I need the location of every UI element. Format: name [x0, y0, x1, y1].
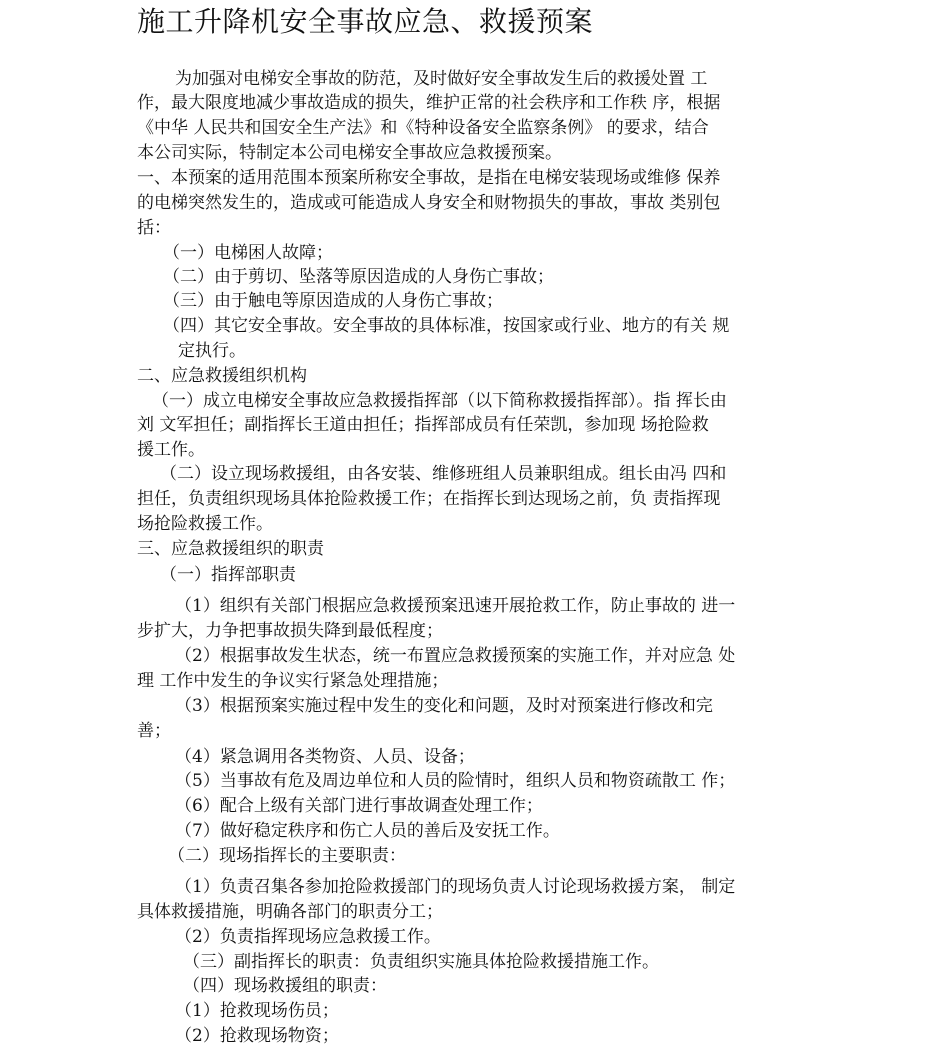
paragraph-line: 的电梯突然发生的，造成或可能造成人身安全和财物损失的事故，事故 类别包	[137, 193, 721, 213]
paragraph-line: 援工作。	[137, 440, 205, 460]
section-heading: 三、应急救援组织的职责	[137, 539, 324, 559]
paragraph-line: 作，最大限度地减少事故造成的损失，维护正常的社会秩序和工作秩 序，根据	[137, 93, 721, 113]
list-item: （5）当事故有危及周边单位和人员的险情时，组织人员和物资疏散工 作；	[175, 771, 736, 791]
list-item: （1）负责召集各参加抢险救援部门的现场负责人讨论现场救援方案， 制定	[175, 877, 736, 897]
list-item: （4）紧急调用各类物资、人员、设备；	[175, 747, 475, 767]
list-item-continuation: 具体救援措施，明确各部门的职责分工；	[137, 902, 443, 922]
list-item: （2）负责指挥现场应急救援工作。	[175, 927, 441, 947]
list-item: （7）做好稳定秩序和伤亡人员的善后及安抚工作。	[175, 821, 560, 841]
paragraph-line: 刘 文军担任；副指挥长王道由担任；指挥部成员有任荣凯，参加现 场抢险救	[137, 415, 709, 435]
section-heading: 二、应急救援组织机构	[137, 366, 307, 386]
paragraph-line: 本公司实际，特制定本公司电梯安全事故应急救援预案。	[137, 143, 562, 163]
paragraph-line: 《中华 人民共和国安全生产法》和《特种设备安全监察条例》 的要求，结合	[137, 118, 709, 138]
list-item: （2）抢救现场物资；	[175, 1026, 339, 1046]
list-item-continuation: 步扩大，力争把事故损失降到最低程度；	[137, 621, 443, 641]
list-item: （1）组织有关部门根据应急救援预案迅速开展抢救工作，防止事故的 进一	[175, 596, 736, 616]
paragraph-line: 场抢险救援工作。	[137, 514, 273, 534]
list-item: （1）抢救现场伤员；	[175, 1001, 339, 1021]
paragraph-line: （一）成立电梯安全事故应急救援指挥部（以下简称救援指挥部）。指 挥长由	[152, 391, 727, 411]
paragraph-line: （二）设立现场救援组，由各安装、维修班组人员兼职组成。组长由冯 四和	[160, 464, 727, 484]
list-item-continuation: 善；	[137, 721, 171, 741]
section-heading: 一、本预案的适用范围本预案所称安全事故，是指在电梯安装现场或维修 保养	[137, 168, 721, 188]
list-item: （3）根据预案实施过程中发生的变化和问题，及时对预案进行修改和完	[175, 696, 713, 716]
list-item: （一）电梯困人故障；	[163, 243, 333, 263]
paragraph-line: 为加强对电梯安全事故的防范，及时做好安全事故发生后的救援处置 工	[175, 69, 708, 89]
list-item: （四）其它安全事故。安全事故的具体标准，按国家或行业、地方的有关 规	[163, 316, 730, 336]
subsection-heading: （三）副指挥长的职责：负责组织实施具体抢险救援措施工作。	[183, 952, 659, 972]
document-title: 施工升降机安全事故应急、救援预案	[137, 5, 594, 38]
list-item: （三）由于触电等原因造成的人身伤亡事故；	[163, 291, 503, 311]
subsection-heading: （一）指挥部职责	[160, 565, 296, 585]
list-item-continuation: 理 工作中发生的争议实行紧急处理措施；	[137, 671, 449, 691]
paragraph-line: 担任，负责组织现场具体抢险救援工作；在指挥长到达现场之前，负 责指挥现	[137, 489, 721, 509]
list-item: （6）配合上级有关部门进行事故调查处理工作；	[175, 796, 543, 816]
list-item: （2）根据事故发生状态，统一布置应急救援预案的实施工作，并对应急 处	[175, 646, 736, 666]
list-item-continuation: 定执行。	[178, 341, 246, 361]
paragraph-line: 括：	[137, 218, 171, 238]
subsection-heading: （四）现场救援组的职责：	[183, 976, 387, 996]
list-item: （二）由于剪切、坠落等原因造成的人身伤亡事故；	[163, 267, 554, 287]
subsection-heading: （二）现场指挥长的主要职责：	[168, 846, 406, 866]
